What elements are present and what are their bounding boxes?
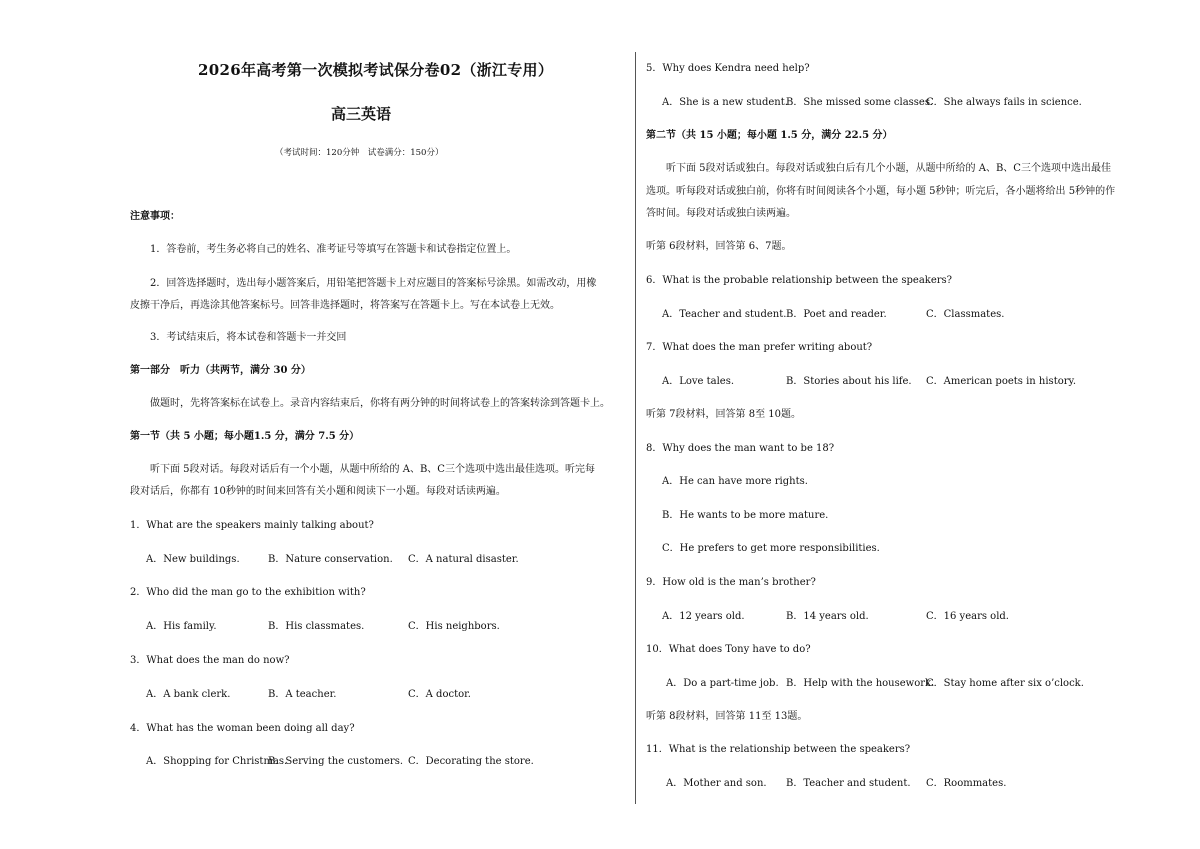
q2-option-a: A．His family. [146,621,217,632]
question-10: 10．What does Tony have to do? [646,644,811,655]
q5-option-a: A．She is a new student. [662,97,788,108]
q11-option-b: B．Teacher and student. [786,778,911,789]
exam-title: 2026年高考第一次模拟考试保分卷02（浙江专用） [198,61,554,79]
q8-option-c: C．He prefers to get more responsibilities. [662,543,880,554]
part1-intro: 做题时，先将答案标在试卷上。录音内容结束后，你将有两分钟的时间将试卷上的答案转涂到答题卡上。 [150,398,610,409]
q4-option-b: B．Serving the customers. [268,756,404,767]
q6-option-c: C．Classmates. [926,309,1005,320]
section2-heading: 第二节（共 15 小题；每小题 1.5 分，满分 22.5 分） [646,130,893,141]
q9-option-a: A．12 years old. [662,611,745,622]
exam-info: （考试时间：120分钟 试卷满分：150分） [275,148,444,158]
notes-item-1: 1．答卷前，考生务必将自己的姓名、准考证号等填写在答题卡和试卷指定位置上。 [150,244,517,255]
q5-option-c: C．She always fails in science. [926,97,1082,108]
q4-option-a: A．Shopping for Christmas. [146,756,288,767]
q4-option-c: C．Decorating the store. [408,756,534,767]
question-9: 9．How old is the man’s brother? [646,577,816,588]
q8-option-b: B．He wants to be more mature. [662,510,829,521]
q7-option-b: B．Stories about his life. [786,376,912,387]
q11-option-c: C．Roommates. [926,778,1007,789]
q10-option-a: A．Do a part-time job. [666,678,779,689]
q1-option-b: B．Nature conservation. [268,554,393,565]
notes-item-2-line-2: 皮擦干净后，再选涂其他答案标号。回答非选择题时，将答案写在答题卡上。写在本试卷上无效。 [130,300,560,311]
question-3: 3．What does the man do now? [130,655,290,666]
section1-intro-line-2: 段对话后，你都有 10秒钟的时间来回答有关小题和阅读下一小题。每段对话读两遍。 [130,486,506,497]
section1-intro-line-1: 听下面 5段对话。每段对话后有一个小题，从题中所给的 A、B、C三个选项中选出最佳选项。听完每 [150,464,595,475]
notes-item-2-line-1: 2．回答选择题时，选出每小题答案后，用铅笔把答题卡上对应题目的答案标号涂黑。如需改动，用橡 [150,278,597,289]
q1-option-c: C．A natural disaster. [408,554,519,565]
q3-option-a: A．A bank clerk. [146,689,231,700]
q8-option-a: A．He can have more rights. [662,476,808,487]
notes-heading: 注意事项： [130,211,180,222]
material-7-instruction: 听第 7段材料，回答第 8至 10题。 [646,409,801,420]
q10-option-c: C．Stay home after six o’clock. [926,678,1084,689]
q5-option-b: B．She missed some classes. [786,97,934,108]
question-4: 4．What has the woman been doing all day? [130,723,355,734]
subject-title: 高三英语 [331,105,392,123]
question-5: 5．Why does Kendra need help? [646,63,810,74]
q9-option-b: B．14 years old. [786,611,869,622]
q11-option-a: A．Mother and son. [666,778,767,789]
question-6: 6．What is the probable relationship between the speakers? [646,275,953,286]
question-2: 2．Who did the man go to the exhibition with? [130,587,366,598]
q7-option-c: C．American poets in history. [926,376,1077,387]
part1-heading: 第一部分 听力（共两节，满分 30 分） [130,365,311,376]
column-divider [635,52,636,804]
q3-option-b: B．A teacher. [268,689,337,700]
q2-option-c: C．His neighbors. [408,621,500,632]
question-11: 11．What is the relationship between the speakers? [646,744,911,755]
question-7: 7．What does the man prefer writing about? [646,342,873,353]
question-8: 8．Why does the man want to be 18? [646,443,835,454]
q6-option-a: A．Teacher and student. [662,309,787,320]
section2-intro-line-2: 选项。听每段对话或独白前，你将有时间阅读各个小题，每小题 5秒钟；听完后，各小题将给出 5秒钟的作 [646,186,1116,197]
q1-option-a: A．New buildings. [146,554,240,565]
section1-heading: 第一节（共 5 小题；每小题1.5 分，满分 7.5 分） [130,431,360,442]
q3-option-c: C．A doctor. [408,689,471,700]
q7-option-a: A．Love tales. [662,376,735,387]
material-8-instruction: 听第 8段材料，回答第 11至 13题。 [646,711,808,722]
question-1: 1．What are the speakers mainly talking about? [130,520,374,531]
q10-option-b: B．Help with the housework. [786,678,935,689]
material-6-instruction: 听第 6段材料，回答第 6、7题。 [646,241,792,252]
notes-item-3: 3．考试结束后，将本试卷和答题卡一并交回 [150,332,347,343]
q9-option-c: C．16 years old. [926,611,1009,622]
q6-option-b: B．Poet and reader. [786,309,887,320]
section2-intro-line-1: 听下面 5段对话或独白。每段对话或独白后有几个小题，从题中所给的 A、B、C三个选项中选出最佳 [666,163,1111,174]
q2-option-b: B．His classmates. [268,621,365,632]
section2-intro-line-3: 答时间。每段对话或独白读两遍。 [646,208,796,219]
